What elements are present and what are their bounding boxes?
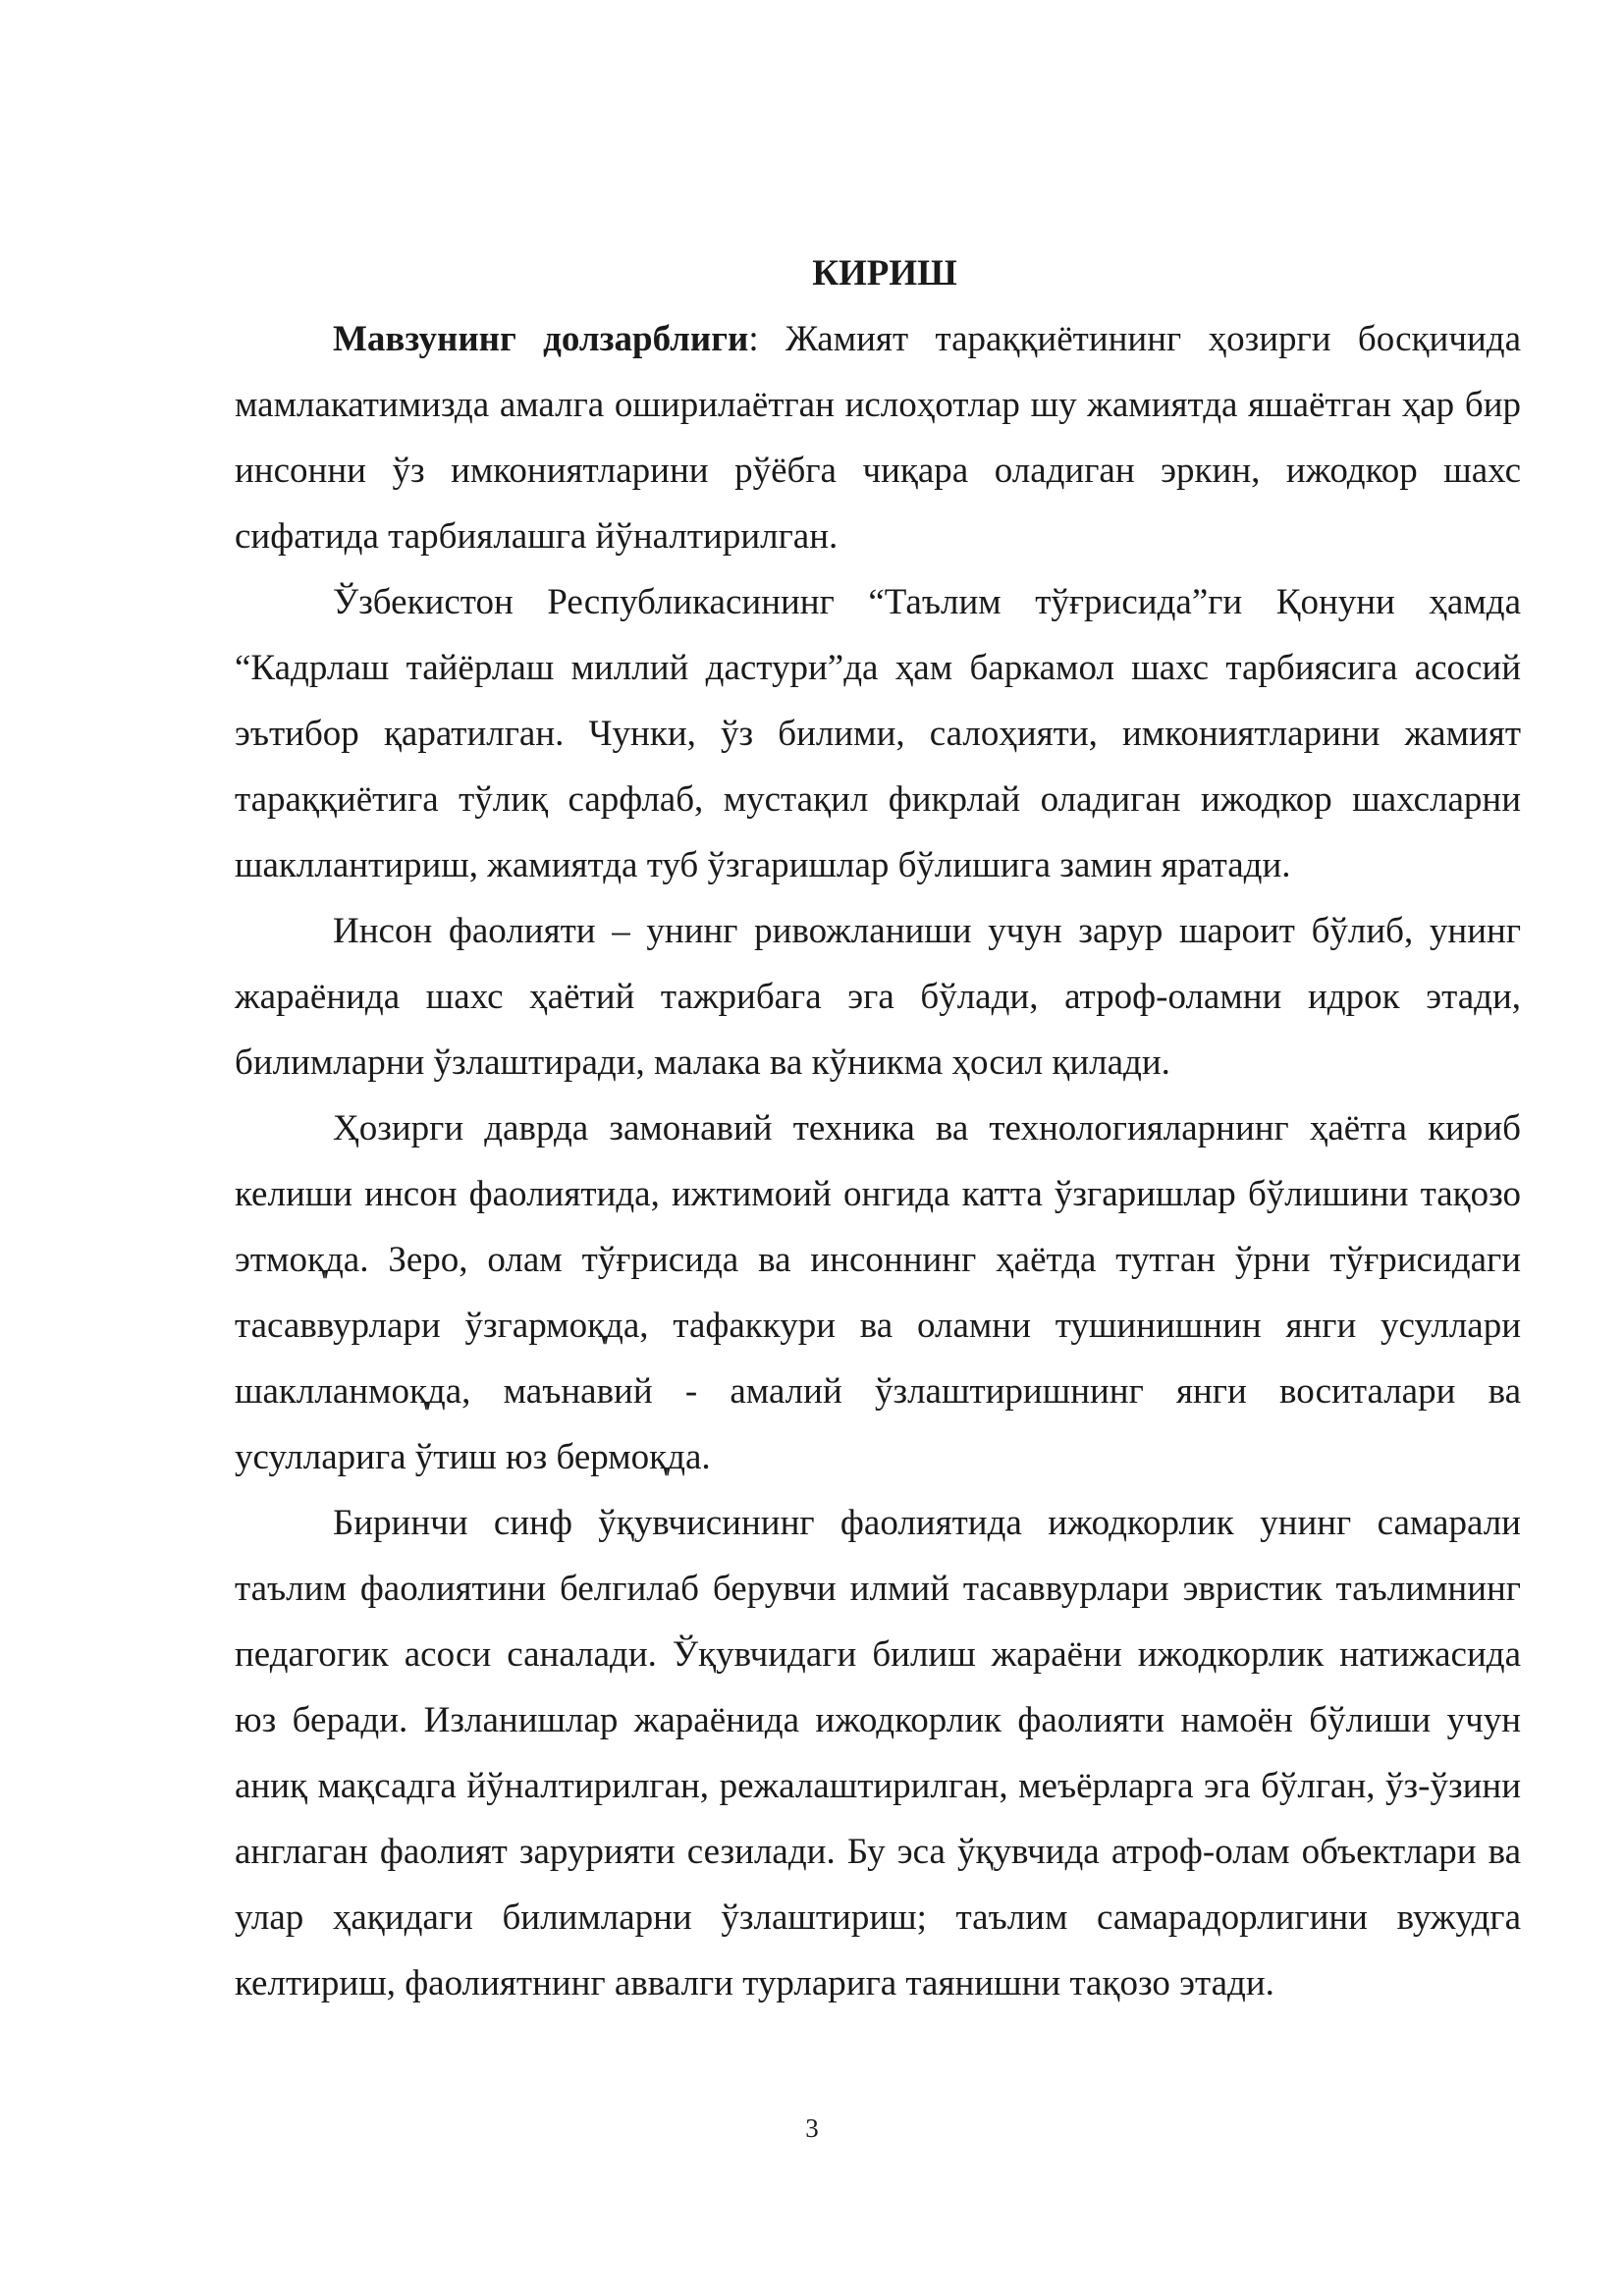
paragraph-law: [235, 569, 1521, 898]
paragraph-creativity: [235, 1490, 1521, 2016]
paragraph-technology: [235, 1095, 1521, 1490]
paragraph-text: Инсон фаолияти – унинг ривожланиши учун зарур шароит бўлиб, унинг жараёнида шахс ҳаётий тажрибага эга бўлади, атроф-оламни идрок этади, билимларни ўзлаштиради, малака ва кўникма ҳосил қилади.: [235, 911, 1521, 1083]
paragraph-text: Ҳозирги даврда замонавий техника ва технологияларнинг ҳаётга кириб келиши инсон фаолиятида, ижтимоий онгида катта ўзгаришлар бўлишини тақозо этмоқда. Зеро, олам тўғрисида ва инсоннинг ҳаётда тутган ўрни тўғрисидаги тасаввурлари ўзгармоқда, тафаккури ва оламни тушинишнин янги усуллари шаклланмоқда, маънавий - амалий ўзлаштиришнинг янги воситалари ва усулларига ўтиш юз бермоқда.: [235, 1108, 1521, 1477]
paragraph-lead: Мавзунинг долзарблиги: [333, 319, 749, 359]
document-page: [235, 240, 1521, 2016]
page-number: 3: [805, 2113, 819, 2143]
paragraph-relevance: [235, 306, 1521, 569]
paragraph-text: Ўзбекистон Республикасининг “Таълим тўғрисида”ги Қонуни ҳамда “Кадрлаш тайёрлаш миллий дастури”да ҳам баркамол шахс тарбиясига асосий эътибор қаратилган. Чунки, ўз билими, салоҳияти, имкониятларини жамият тараққиётига тўлиқ сарфлаб, мустақил фикрлай оладиган ижодкор шахсларни шакллантириш, жамиятда туб ўзгаришлар бўлишига замин яратади.: [235, 582, 1521, 885]
paragraph-activity: [235, 898, 1521, 1095]
paragraph-text: : Жамият тараққиётининг ҳозирги босқичида мамлакатимизда амалга оширилаётган ислоҳотлар шу жамиятда яшаётган ҳар бир инсонни ўз имкониятларини рўёбга чиқара оладиган эркин, ижодкор шахс сифатида тарбиялашга йўналтирилган.: [235, 319, 1521, 557]
paragraph-text: Биринчи синф ўқувчисининг фаолиятида ижодкорлик унинг самарали таълим фаолиятини белгилаб берувчи илмий тасаввурлари эвристик таълимнинг педагогик асоси саналади. Ўқувчидаги билиш жараёни ижодкорлик натижасида юз беради. Изланишлар жараёнида ижодкорлик фаолияти намоён бўлиши учун аниқ мақсадга йўналтирилган, режалаштирилган, меъёрларга эга бўлган, ўз-ўзини англаган фаолият зарурияти сезилади. Бу эса ўқувчида атроф-олам объектлари ва улар ҳақидаги билимларни ўзлаштириш; таълим самарадорлигини вужудга келтириш, фаолиятнинг аввалги турларига таянишни тақозо этади.: [235, 1503, 1521, 2003]
section-heading: КИРИШ: [812, 253, 957, 294]
